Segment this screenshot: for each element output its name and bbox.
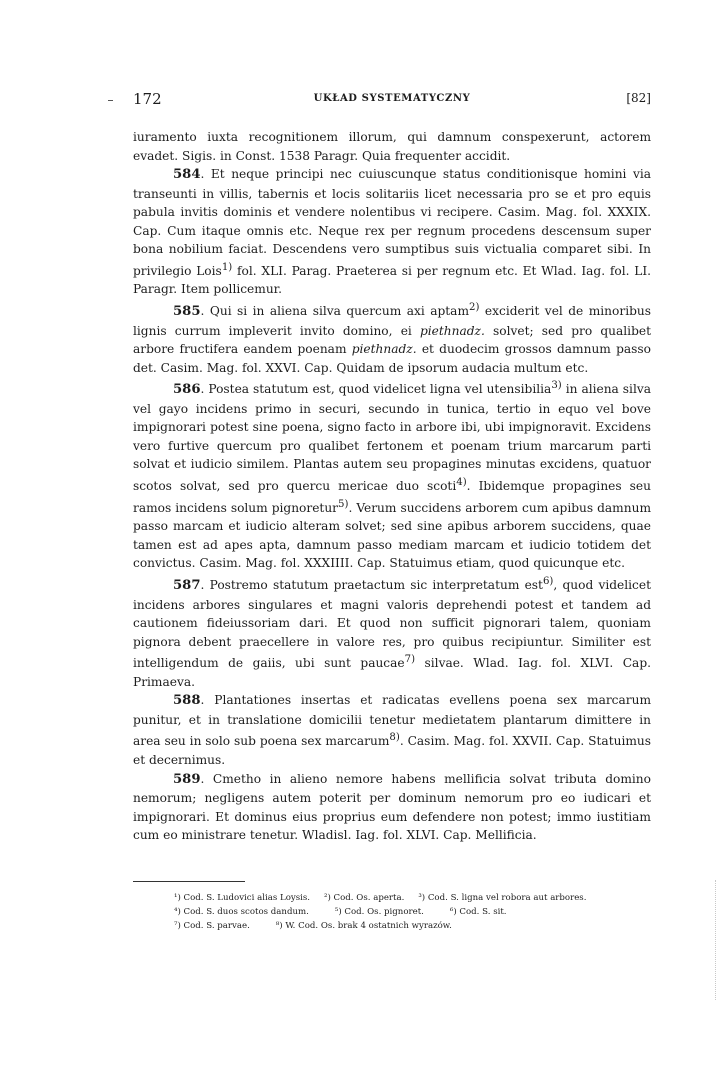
section-number: 585 bbox=[173, 304, 201, 320]
section-number: 589 bbox=[173, 771, 201, 787]
footnote-ref: 1) bbox=[221, 261, 233, 273]
section-number: 587 bbox=[173, 577, 201, 593]
margin-mark bbox=[108, 100, 113, 101]
footnote-6: ⁶) Cod. S. sit. bbox=[449, 907, 507, 918]
section-number: 586 bbox=[173, 382, 201, 398]
footnotes bbox=[174, 891, 654, 934]
footnote-ref: 5) bbox=[338, 498, 349, 510]
footnote-row bbox=[174, 905, 654, 919]
footnote-row bbox=[174, 919, 654, 933]
footnote-row bbox=[174, 891, 654, 905]
footnote-ref: 3) bbox=[551, 380, 562, 392]
paragraph-588: 588. Plantationes insertas et radicatas evellens poena sex marcarum punitur, et in translatione domicilii tenetur medietatem plantarum dimittere in area seu in solo sub poena sex marcarum$^{8)}$. Casim. Mag. fol. XXVII. Cap. Statuimus et decernimus. bbox=[133, 693, 652, 767]
paragraph-584: 584. Et neque principi nec cuiuscunque status conditionisque homini via transeunti in villis, tabernis et locis solitariis licet necessaria pro se et pro equis pabula invitis dominis et vendere nolentibus vi recipere. Casim. Mag. fol. XXXIX. Cap. Cum itaque omnis etc. Neque rex per regnum procedens descensum super bona nobilium faciat. Descendens vero sumptibus suis victualia comparet sibi. In privilegio Lois$^{1)}$ fol. XLI. Parag. Praeterea si per regnum etc. Et Wlad. Iag. fol. LI. Paragr. Item pollicemur. bbox=[133, 167, 652, 297]
footnote-ref: 8) bbox=[389, 732, 400, 744]
footnote-2: ²) Cod. Os. aperta. bbox=[324, 893, 405, 903]
footnote-1: ¹) Cod. S. Ludovici alias Loysis. bbox=[174, 893, 311, 903]
footnote-3: ³) Cod. S. ligna vel robora aut arbores. bbox=[418, 893, 587, 903]
footnote-ref: 2) bbox=[469, 301, 480, 313]
paragraph-585: 585. Qui si in aliena silva quercum axi aptam$^{2)}$ exciderit vel de minoribus lignis currum impleverit invito domino, ei piethnadz. solvet; sed pro qualibet arbore fructifera eandem poenam piethnadz. et duodecim grossos damnum passo det. Casim. Mag. fol. XXVI. Cap. Quidam de ipsorum audacia multum etc. bbox=[133, 301, 652, 375]
running-header bbox=[133, 90, 651, 112]
paragraph-589: 589. Cmetho in alieno nemore habens mellificia solvat tributa domino nemorum; negligens autem poterit per dominum nemorum pro eo iudicari et impignorari. Et dominus eius proprius eum defendere non potest; immo iustitiam cum eo ministrare tenetur. Wladisl. Iag. fol. XLVI. Cap. Mellificia. bbox=[133, 771, 651, 843]
footnote-4: ⁴) Cod. S. duos scotos dandum. bbox=[174, 907, 309, 918]
scan-edge bbox=[713, 880, 716, 1000]
paragraph-587: 587. Postremo statutum praetactum sic interpretatum est$^{6)}$, quod videlicet incidens arbores singulares et magni valoris deprehendi potest et tandem ad cautionem fideiussoriam dari. Et quod non sufficit pignorari talem, quoniam pignora debent praecellere in valore res, pro quibus recipiuntur. Similiter est intelligendum de gaiis, ubi sunt paucae$^{7)}$ silvae. Wlad. Iag. fol. XLVI. Cap. Primaeva. bbox=[133, 575, 651, 689]
paragraph-586: 586. Postea statutum est, quod videlicet ligna vel utensibilia$^{3)}$ in aliena silva vel gayo incidens primo in securi, secundo in tunica, tertio in equo vel bove impignorari potest sine poena, signo facto in arbore ibi, ubi impignoravit. Excidens vero furtive quercum pro qualibet fertonem et poenam trium marcarum parti solvat et iudicio similem. Plantas autem seu propagines minutas excidens, quatuor scotos solvat, sed pro quercu mericae duo scoti$^{4)}$. Ibidemque propagines seu ramos incidens solum pignoretur$^{5)}$. Verum succidens arborem cum apibus damnum passo marcam et iudicio alteram solvet; sed sine apibus arborem succidens, quae tamen est ad apes apta, damnum passo mediam marcam et iudicio totidem det convictus. Casim. Mag. fol. XXXIIII. Cap. Statuimus etiam, quod quicunque etc. bbox=[133, 380, 652, 571]
footnote-ref: 6) bbox=[542, 575, 554, 587]
paragraph-continuation: iuramento iuxta recognitionem illorum, qui damnum conspexerunt, actorem evadet. Sigis. in Const. 1538 Paragr. Quia frequenter accidit. bbox=[133, 130, 651, 163]
footnote-8: ⁸) W. Cod. Os. brak 4 ostatnich wyrazów. bbox=[275, 921, 452, 932]
footnote-ref: 7) bbox=[404, 654, 416, 666]
signature-mark: [82] bbox=[626, 91, 651, 105]
section-number: 584 bbox=[173, 167, 201, 183]
footnote-7: ⁷) Cod. S. parvae. bbox=[174, 921, 250, 932]
footnote-ref: 4) bbox=[456, 477, 467, 489]
main-text bbox=[133, 128, 651, 845]
footnote-rule bbox=[133, 881, 245, 882]
section-number: 588 bbox=[173, 693, 201, 709]
page-number: 172 bbox=[133, 90, 162, 108]
running-title: UKŁAD SYSTEMATYCZNY bbox=[313, 93, 471, 104]
footnote-5: ⁵) Cod. Os. pignoret. bbox=[334, 907, 424, 918]
